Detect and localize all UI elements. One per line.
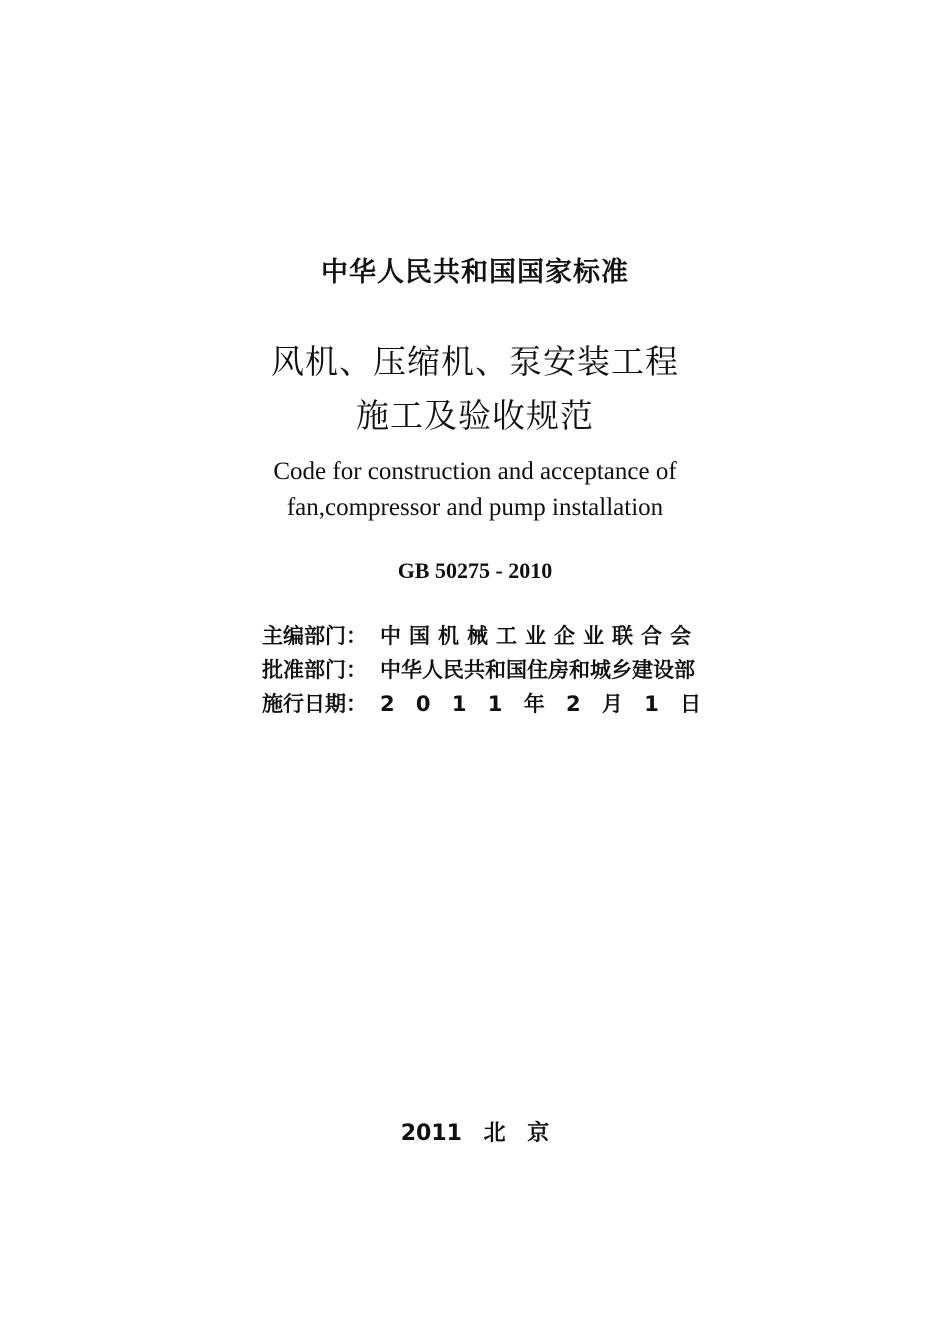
- effective-date-value: 2 0 1 1 年 2 月 1 日: [380, 692, 704, 716]
- approval-dept-row: [262, 654, 695, 684]
- publication-place-year: 2011 北 京: [400, 1121, 550, 1146]
- effective-date-row: [262, 688, 703, 718]
- approval-dept-value: 中华人民共和国住房和城乡建设部: [380, 658, 695, 682]
- title-english-line-1: Code for construction and acceptance of: [273, 458, 677, 485]
- chief-editor-label: 主编部门：: [262, 624, 367, 648]
- title-chinese-line-1: 风机、压缩机、泵安装工程: [271, 342, 679, 381]
- effective-date-label: 施行日期：: [262, 692, 367, 716]
- title-chinese-line-2: 施工及验收规范: [356, 396, 594, 435]
- approval-dept-label: 批准部门：: [262, 658, 367, 682]
- chief-editor-row: [262, 620, 699, 650]
- title-english-line-2: fan,compressor and pump installation: [286, 494, 664, 521]
- chief-editor-value: 中国机械工业企业联合会: [380, 624, 699, 648]
- standard-code: GB 50275 - 2010: [397, 558, 553, 583]
- standard-type-heading: 中华人民共和国国家标准: [321, 257, 629, 288]
